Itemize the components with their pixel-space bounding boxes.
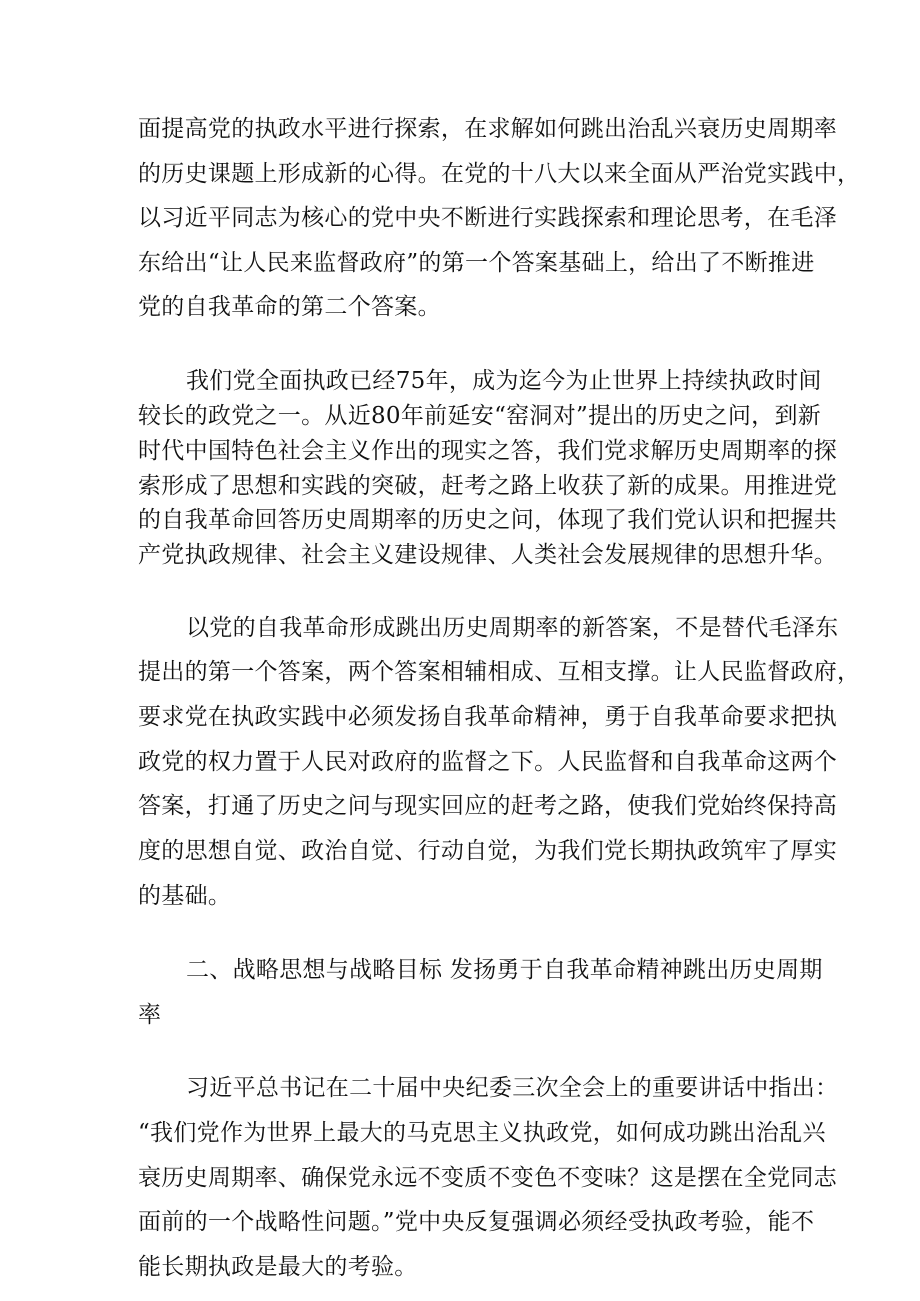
paragraph-4-line-3: 衰历史周期率、确保党永远不变质不变色不变味？这是摆在全党同志 [138, 1165, 837, 1191]
paragraph-2-line-2: 较长的政党之一。从近80年前延安“窑洞对”提出的历史之问，到新 [138, 403, 822, 429]
section-heading-line-2: 率 [138, 1002, 162, 1028]
paragraph-2-line-5: 的自我革命回答历史周期率的历史之问，体现了我们党认识和把握共 [138, 507, 837, 533]
paragraph-4-line-2: “我们党作为世界上最大的马克思主义执政党，如何成功跳出治乱兴 [138, 1120, 826, 1146]
paragraph-3-line-4: 政党的权力置于人民对政府的监督之下。人民监督和自我革命这两个 [138, 749, 837, 775]
paragraph-2-line-6: 产党执政规律、社会主义建设规律、人类社会发展规律的思想升华。 [138, 542, 837, 568]
paragraph-4-line-5: 能长期执政是最大的考验。 [138, 1254, 418, 1280]
paragraph-3-line-5: 答案，打通了历史之问与现实回应的赶考之路，使我们党始终保持高 [138, 793, 837, 819]
paragraph-1-line-4: 东给出“让人民来监督政府”的第一个答案基础上，给出了不断推进 [138, 250, 815, 276]
paragraph-4-line-1: 习近平总书记在二十届中央纪委三次全会上的重要讲话中指出： [186, 1075, 839, 1101]
paragraph-2-line-4: 索形成了思想和实践的突破，赶考之路上收获了新的成果。用推进党 [138, 473, 837, 499]
paragraph-1-line-2: 的历史课题上形成新的心得。在党的十八大以来全面从严治党实践中， [138, 161, 861, 187]
paragraph-1-line-1: 面提高党的执政水平进行探索，在求解如何跳出治乱兴衰历史周期率 [138, 116, 837, 142]
paragraph-2-line-3: 时代中国特色社会主义作出的现实之答，我们党求解历史周期率的探 [138, 438, 837, 464]
paragraph-3-line-1: 以党的自我革命形成跳出历史周期率的新答案，不是替代毛泽东 [186, 615, 839, 641]
paragraph-4-line-4: 面前的一个战略性问题。”党中央反复强调必须经受执政考验，能不 [138, 1209, 815, 1235]
paragraph-3-line-7: 的基础。 [138, 883, 232, 909]
paragraph-1-line-3: 以习近平同志为核心的党中央不断进行实践探索和理论思考，在毛泽 [138, 205, 837, 231]
paragraph-3-line-6: 度的思想自觉、政治自觉、行动自觉，为我们党长期执政筑牢了厚实 [138, 838, 837, 864]
section-heading-line-1: 二、战略思想与战略目标 发扬勇于自我革命精神跳出历史周期 [186, 957, 823, 983]
paragraph-3-line-3: 要求党在执政实践中必须发扬自我革命精神，勇于自我革命要求把执 [138, 704, 837, 730]
paragraph-1-line-5: 党的自我革命的第二个答案。 [138, 294, 441, 320]
paragraph-3-line-2: 提出的第一个答案，两个答案相辅相成、互相支撑。让人民监督政府， [138, 659, 861, 685]
paragraph-2-line-1: 我们党全面执政已经75年，成为迄今为止世界上持续执政时间 [186, 368, 822, 394]
